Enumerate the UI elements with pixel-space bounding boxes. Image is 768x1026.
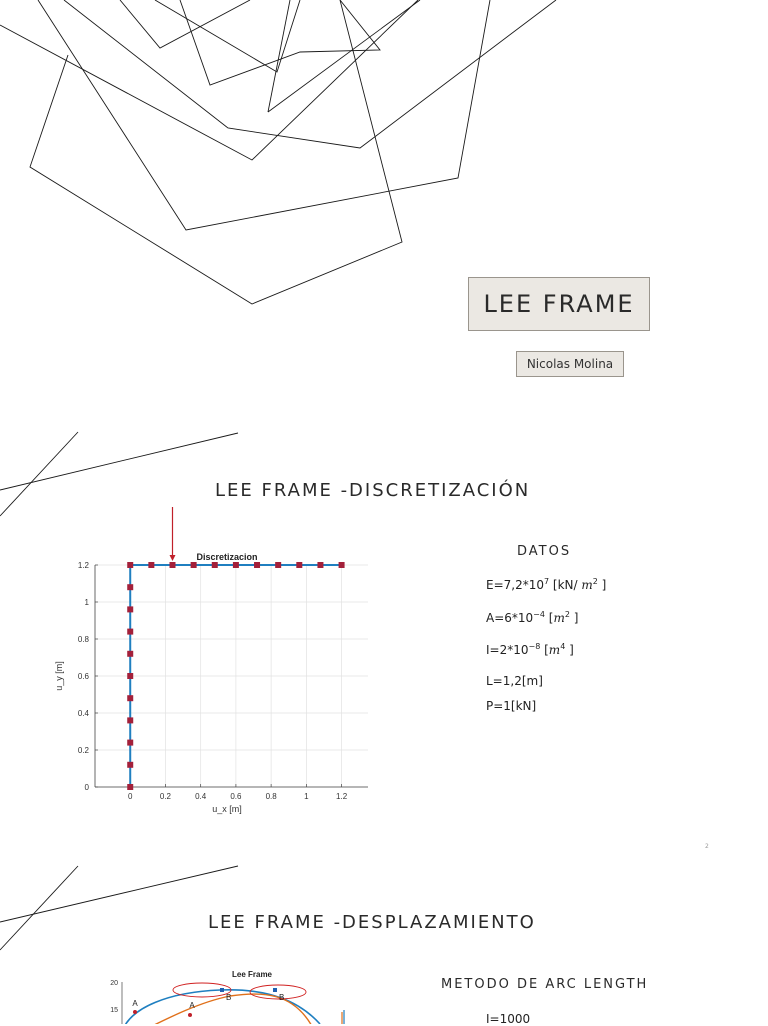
datum-L: L=1,2[m]	[486, 674, 543, 688]
x-tick-label: 0.4	[195, 792, 207, 801]
chart-ticks	[78, 561, 348, 801]
frame-node	[127, 717, 133, 723]
frame-node	[254, 562, 260, 568]
frame-node	[127, 629, 133, 635]
deco-polygon	[155, 0, 300, 72]
frame-node	[127, 784, 133, 790]
frame-node	[233, 562, 239, 568]
point-B	[220, 988, 224, 992]
datum-A: $A=6*10^{-4}$ [$m^2$ ]	[486, 610, 579, 625]
x-tick-label: 0	[127, 792, 133, 801]
x-tick-label: 0.2	[159, 792, 172, 801]
datum-P: P=1[kN]	[486, 699, 537, 713]
frame-node	[127, 562, 133, 568]
page-number: 2	[705, 843, 709, 850]
point-B	[273, 988, 277, 992]
annotation-A: A	[189, 1001, 195, 1010]
chart-title: Lee Frame	[231, 970, 273, 979]
y-tick-label: 15	[110, 1007, 118, 1014]
frame-node	[275, 562, 281, 568]
y-tick-label: 0.2	[77, 746, 89, 755]
frame-node	[339, 562, 345, 568]
title-box	[468, 277, 650, 331]
y-tick-label: 1	[84, 598, 89, 607]
frame-node	[127, 673, 133, 679]
deco-polygon	[268, 0, 420, 112]
y-tick-label: 0.6	[77, 672, 89, 681]
y-tick-label: 1.2	[77, 561, 89, 570]
method-title: METODO DE ARC LENGTH	[441, 977, 649, 992]
deco-polygon	[30, 0, 402, 304]
frame-node	[127, 651, 133, 657]
deco-polygon	[268, 0, 290, 112]
load-arrow-head	[169, 555, 175, 561]
deco-line	[0, 433, 238, 490]
deco-polygon	[64, 0, 556, 148]
frame-node	[127, 606, 133, 612]
chart-ylabel: u_y [m]	[54, 661, 64, 691]
y-tick-label: 0.8	[77, 635, 89, 644]
load-arrow	[169, 507, 175, 561]
x-tick-label: 0.6	[230, 792, 242, 801]
frame-node	[212, 562, 218, 568]
deco-line	[0, 866, 238, 922]
annotation-A: A	[132, 999, 138, 1008]
frame-node	[317, 562, 323, 568]
chart-title: Discretizacion	[196, 552, 258, 562]
author-box	[516, 351, 624, 377]
annotation-B: B	[279, 993, 285, 1002]
frame-node	[127, 584, 133, 590]
frame-node	[296, 562, 302, 568]
chart-grid	[95, 565, 368, 787]
deco-polygon	[38, 0, 490, 230]
chart-xlabel: u_x [m]	[212, 804, 242, 814]
author-name: Nicolas Molina	[526, 357, 614, 371]
deco-polygon	[180, 0, 380, 85]
lee-frame-chart	[90, 962, 370, 1024]
slide3-heading: LEE FRAME -DESPLAZAMIENTO	[208, 912, 536, 933]
slide-title: LEE FRAME	[483, 290, 635, 318]
y-tick-label: 0	[84, 783, 89, 792]
deco-polygon	[0, 0, 418, 160]
y-tick-label: 0.4	[77, 709, 89, 718]
point-A	[188, 1013, 192, 1017]
x-tick-label: 1	[304, 792, 309, 801]
datos-title: DATOS	[517, 544, 572, 559]
frame-node	[191, 562, 197, 568]
y-tick-label: 20	[110, 980, 118, 987]
datum-I: $I=2*10^{-8}$ [$m^4$ ]	[486, 642, 574, 657]
frame-node	[169, 562, 175, 568]
annotation-B: B	[226, 993, 232, 1002]
deco-polygon	[120, 0, 250, 48]
x-tick-label: 1.2	[336, 792, 348, 801]
deco-line	[0, 866, 78, 950]
discretization-chart	[50, 500, 390, 825]
datum-E: $E=7,2*10^7$ [kN/ $m^2$ ]	[486, 577, 607, 592]
x-tick-label: 0.8	[265, 792, 277, 801]
slide2-heading: LEE FRAME -DISCRETIZACIÓN	[215, 480, 531, 501]
frame-node	[148, 562, 154, 568]
frame-node	[127, 740, 133, 746]
point-A	[133, 1010, 137, 1014]
frame-node	[127, 695, 133, 701]
method-param: I=1000	[486, 1012, 531, 1026]
frame-node	[127, 762, 133, 768]
